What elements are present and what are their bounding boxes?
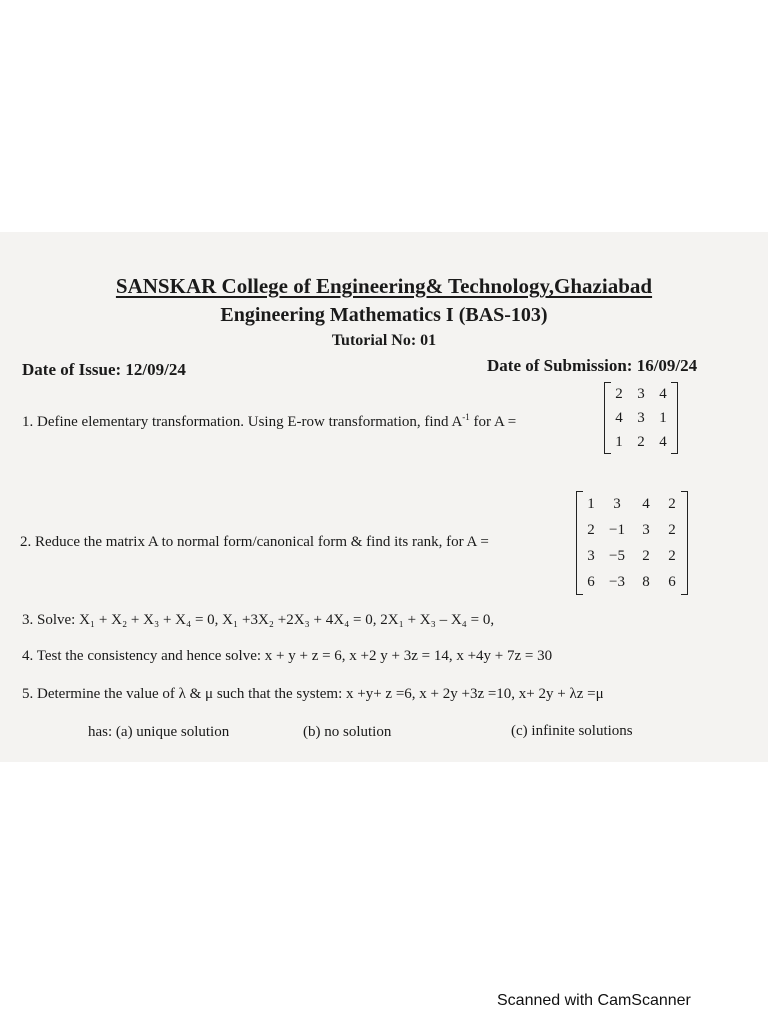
- matrix-cell: 1: [615, 434, 623, 450]
- matrix-cell: 2: [587, 522, 595, 538]
- matrix-cell: 3: [637, 386, 645, 402]
- matrix-cell: 3: [613, 496, 621, 512]
- matrix-cell: 8: [642, 574, 650, 590]
- matrix-cell: 3: [642, 522, 650, 538]
- matrix-cell: 2: [642, 548, 650, 564]
- tutorial-sheet: [0, 232, 768, 762]
- matrix-cell: 2: [615, 386, 623, 402]
- question-2-matrix: [576, 491, 688, 595]
- question-3: 3. Solve: X₁ + X₂ + X₃ + X₄ = 0, X₁ +3X₂ +2X₃ + 4X₄ = 0, 2X₁ + X₃ – X₄ = 0,: [22, 612, 495, 628]
- tutorial-number: Tutorial No: 01: [331, 332, 437, 349]
- question-5: 5. Determine the value of λ & μ such that the system: x +y+ z =6, x + 2y +3z =10, x+ 2y + λz =μ: [22, 686, 604, 702]
- question-5-option-b: (b) no solution: [303, 724, 392, 740]
- subject-title: Engineering Mathematics I (BAS-103): [220, 304, 548, 326]
- matrix-cell: 4: [615, 410, 623, 426]
- question-1-text: 1. Define elementary transformation. Using E-row transformation, find A: [22, 414, 463, 430]
- question-5-option-c: (c) infinite solutions: [511, 723, 633, 739]
- camscanner-watermark: Scanned with CamScanner: [497, 992, 691, 1009]
- matrix-cell: −1: [609, 522, 625, 538]
- date-of-issue: Date of Issue: 12/09/24: [22, 360, 186, 379]
- matrix-cell: −5: [609, 548, 625, 564]
- question-1: [22, 412, 516, 431]
- matrix-cell: 6: [668, 574, 676, 590]
- question-1-matrix: [604, 382, 678, 454]
- college-title: SANSKAR College of Engineering& Technology,Ghaziabad: [115, 274, 653, 298]
- question-1-superscript: -1: [462, 412, 470, 422]
- matrix-cell: 2: [668, 496, 676, 512]
- question-2: 2. Reduce the matrix A to normal form/canonical form & find its rank, for A =: [20, 534, 489, 550]
- matrix-cell: 1: [587, 496, 595, 512]
- date-of-submission: Date of Submission: 16/09/24: [487, 356, 698, 375]
- matrix-cell: 3: [637, 410, 645, 426]
- matrix-cell: −3: [609, 574, 625, 590]
- matrix-cell: 2: [668, 522, 676, 538]
- question-5-option-a: has: (a) unique solution: [88, 724, 230, 740]
- matrix-cell: 1: [659, 410, 667, 426]
- matrix-cell: 4: [642, 496, 650, 512]
- matrix-cell: 2: [668, 548, 676, 564]
- matrix-cell: 6: [587, 574, 595, 590]
- question-1-text-end: for A =: [469, 414, 517, 430]
- question-4: 4. Test the consistency and hence solve: x + y + z = 6, x +2 y + 3z = 14, x +4y + 7z = 30: [22, 648, 553, 664]
- matrix-cell: 2: [637, 434, 645, 450]
- matrix-cell: 3: [587, 548, 595, 564]
- matrix-cell: 4: [659, 386, 667, 402]
- matrix-cell: 4: [659, 434, 667, 450]
